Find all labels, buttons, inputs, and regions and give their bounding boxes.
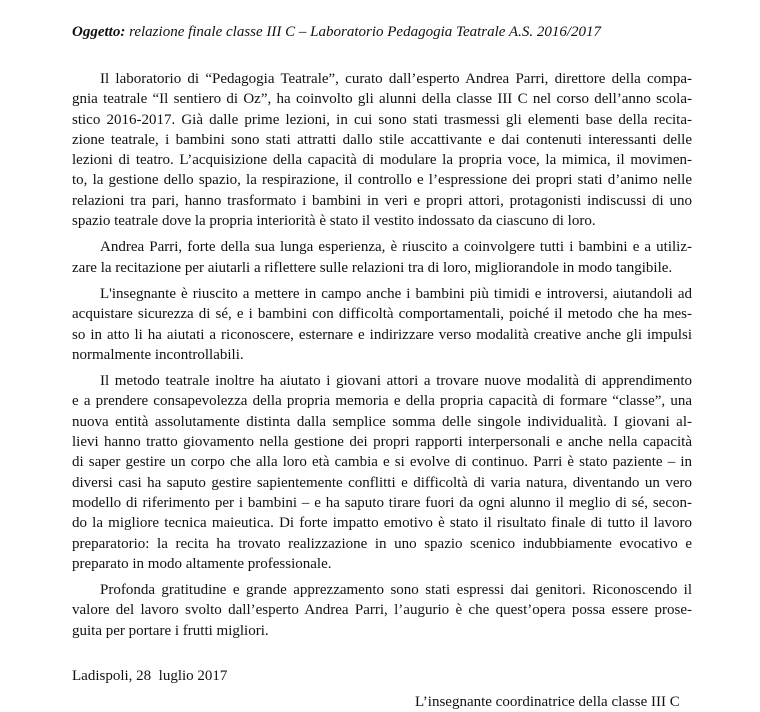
text-line: nuova entità assolutamente distinta dalla semplice somma delle singole individualità. I giovani al-	[72, 413, 692, 430]
text-line: to, la gestione dello spazio, la respirazione, il controllo e l’espressione dei propri stati d’animo nelle	[72, 172, 692, 189]
text-line: diversi casi ha saputo gestire sapientemente conflitti e difficoltà di varia natura, diventando un vero	[72, 474, 692, 491]
paragraph-5	[72, 580, 692, 641]
place-date: Ladispoli, 28 luglio 2017	[72, 668, 228, 684]
text-line: zione teatrale, i bambini sono stati attratti dallo stile accattivante e dai contenuti interessanti delle	[72, 131, 692, 148]
text-line: do la migliore tecnica maieutica. Di forte impatto emotivo è stato il risultato finale di tutto il lavoro	[72, 515, 692, 532]
text-line: Il laboratorio di “Pedagogia Teatrale”, curato dall’esperto Andrea Parri, direttore della compa-	[100, 71, 692, 87]
text-line: spazio teatrale dove la propria interiorità è stato il vestito indossato da ciascuno di loro.	[72, 213, 596, 230]
text-line: lezioni di teatro. L’acquisizione della capacità di modulare la propria voce, la mimica, il movimen-	[72, 152, 692, 169]
text-line: stico 2016-2017. Già dalle prime lezioni, in cui sono stati trasmessi gli elementi base della recita-	[72, 111, 692, 128]
text-line: di saper gestire un corpo che alla loro età cambia e si evolve di continuo. Parri è stato paziente – in	[72, 454, 692, 471]
paragraph-3	[72, 284, 692, 365]
text-line: gnia teatrale “Il sentiero di Oz”, ha coinvolto gli alunni della classe III C nel corso dell’anno scola-	[72, 91, 692, 108]
subject-line	[72, 22, 601, 42]
text-line: preparato in modo altamente professionale.	[72, 555, 332, 572]
text-line: preparatorio: la recita ha trovato realizzazione in uno spazio scenico indubbiamente evocativo e	[72, 535, 692, 552]
text-line: zare la recitazione per aiutarli a riflettere sulle relazioni tra di loro, migliorandole in modo tangibile.	[72, 259, 673, 276]
text-line: modello di riferimento per i bambini – e ha saputo tirare fuori da ogni alunno il meglio di sé, secon-	[72, 494, 692, 511]
text-line: L'insegnante è riuscito a mettere in campo anche i bambini più timidi e introversi, aiutandoli ad	[100, 285, 692, 302]
text-line: Il metodo teatrale inoltre ha aiutato i giovani attori a trovare nuove modalità di apprendimento	[100, 373, 692, 390]
subject-label: Oggetto:	[72, 24, 126, 40]
paragraph-4	[72, 371, 692, 574]
text-line: e a prendere consapevolezza della propria memoria e della propria capacità di formare “classe”, una	[72, 393, 692, 410]
report-body	[72, 69, 692, 647]
text-line: so in atto li ha aiutati a riconoscere, esternare e indirizzare verso modalità creative anche gli impulsi	[72, 326, 692, 343]
text-line: Andrea Parri, forte della sua lunga esperienza, è riuscito a coinvolgere tutti i bambini e a utiliz-	[100, 239, 692, 256]
paragraph-1	[72, 69, 692, 231]
text-line: valore del lavoro svolto dall’esperto Andrea Parri, l’augurio è che quest’opera possa essere prose-	[72, 602, 692, 619]
text-line: normalmente incontrollabili.	[72, 346, 244, 363]
text-line: Profonda gratitudine e grande apprezzamento sono stati espressi dai genitori. Riconoscendo il	[100, 582, 692, 599]
text-line: lievi hanno tratto giovamento nella gestione dei propri rapporti interpersonali e anche nella capacità	[72, 434, 692, 451]
text-line: relazioni tra pari, hanno trasformato i bambini in veri e propri attori, protagonisti indiscussi di uno	[72, 192, 692, 209]
text-line: guita per portare i frutti migliori.	[72, 622, 269, 639]
text-line: acquistare sicurezza di sé, e i bambini con difficoltà comportamentali, poiché il metodo che ha mes-	[72, 306, 692, 323]
subject-text: relazione finale classe III C – Laboratorio Pedagogia Teatrale A.S. 2016/2017	[125, 24, 602, 40]
signature-line: L’insegnante coordinatrice della classe III C	[415, 694, 680, 710]
paragraph-2	[72, 237, 692, 278]
